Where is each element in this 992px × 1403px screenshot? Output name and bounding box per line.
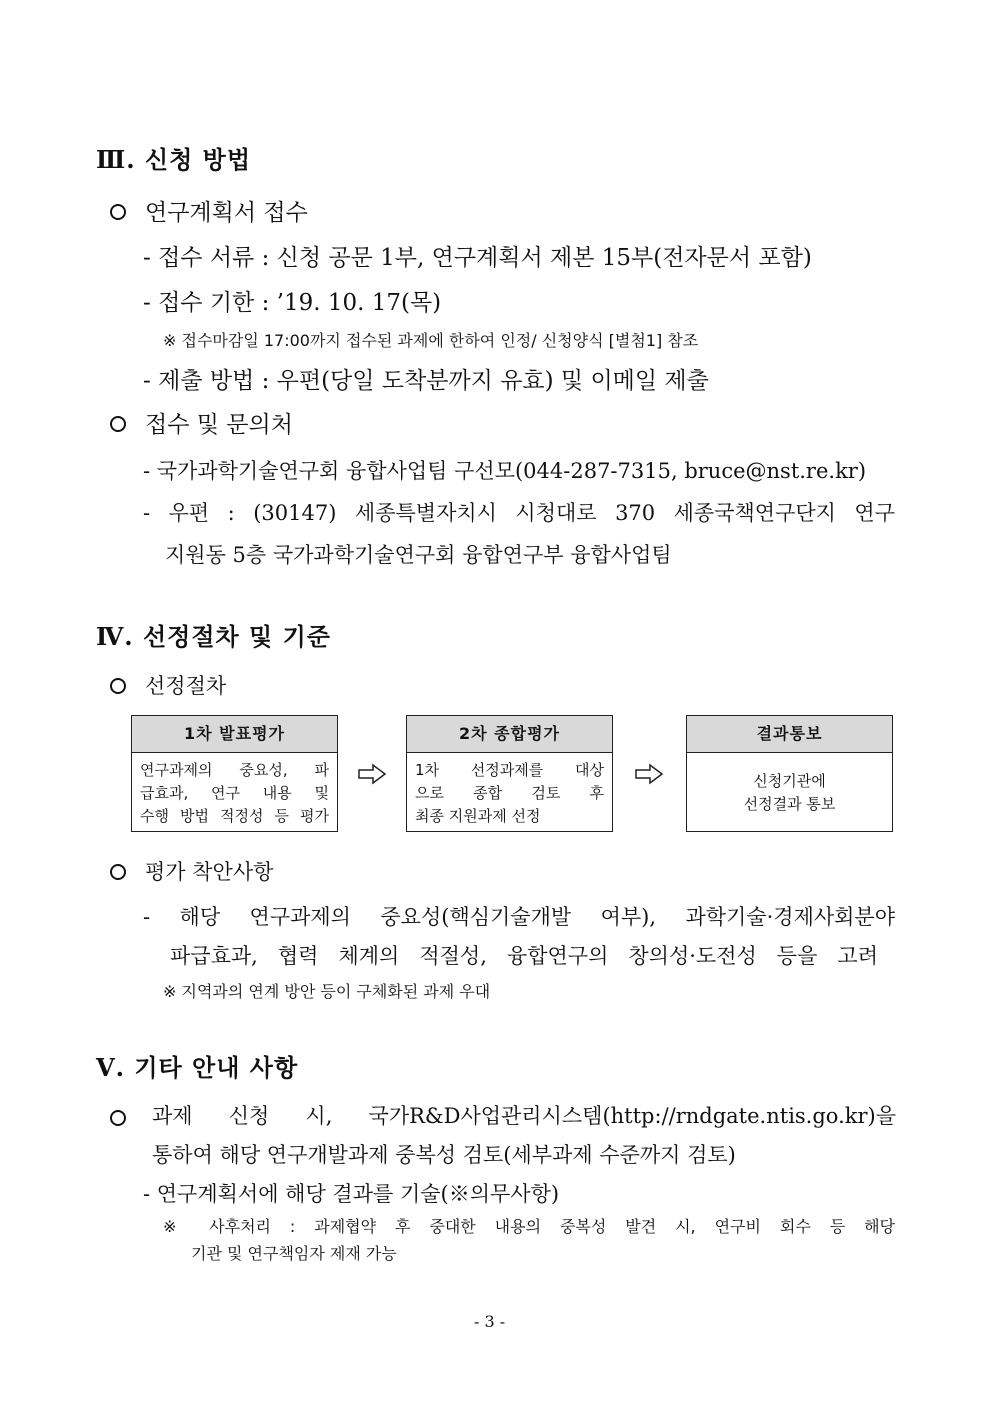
item-contact-label: 접수 및 문의처 [145,412,293,438]
step-3-line: 선정결과 통보 [743,795,836,813]
criteria-line-2: 파급효과, 협력 체계의 적절성, 융합연구의 창의성·도전성 등을 고려 [170,944,878,968]
section-5-title: Ⅴ. 기타 안내 사항 [96,1053,299,1082]
right-arrow-icon [357,763,387,785]
circle-bullet-icon [110,204,126,220]
criteria-note: ※ 지역과의 연계 방안 등이 구체화된 과제 우대 [163,982,491,1001]
notice-sub: - 연구계획서에 해당 결과를 기술(※의무사항) [143,1182,560,1206]
step-box-3 [686,715,893,832]
mail-address-line-2: 지원동 5층 국가과학기술연구회 융합연구부 융합사업팀 [165,543,672,567]
criteria-line-1: - 해당 연구과제의 중요성(핵심기술개발 여부), 과학기술·경제사회분야 [143,905,895,929]
step-1-line: 연구과제의 중요성, 파 [140,761,329,779]
step-box-1 [131,715,338,832]
criteria-label: 평가 착안사항 [145,860,274,884]
step-2-title: 2차 종합평가 [407,716,612,753]
contact-line: - 국가과학기술연구회 융합사업팀 구선모(044-287-7315, bruce@nst.re.kr) [143,459,867,483]
circle-bullet-icon [110,1110,126,1126]
step-2-line: 최종 지원과제 선정 [415,807,541,825]
notice-note-line-1: ※ 사후처리 : 과제협약 후 중대한 내용의 중복성 발견 시, 연구비 회수 등 해당 [163,1217,895,1236]
step-1-title: 1차 발표평가 [132,716,337,753]
item-receipt-label: 연구계획서 접수 [145,200,308,226]
circle-bullet-icon [110,864,126,880]
step-2-body [407,753,612,834]
step-1-body [132,753,337,834]
section-3-title: Ⅲ. 신청 방법 [96,145,252,174]
notice-line-1: 과제 신청 시, 국가R&D사업관리시스템(http://rndgate.ntis.go.kr)을 [152,1104,896,1128]
step-3-body [687,753,892,822]
receipt-note: ※ 접수마감일 17:00까지 접수된 과제에 한하여 인정/ 신청양식 [별첨1] 참조 [163,331,699,350]
circle-bullet-icon [110,678,126,694]
mail-address-line-1: - 우편 : (30147) 세종특별자치시 시청대로 370 세종국책연구단지 연구 [143,501,895,525]
step-3-title: 결과통보 [687,716,892,753]
receipt-docs: - 접수 서류 : 신청 공문 1부, 연구계획서 제본 15부(전자문서 포함) [143,245,812,271]
step-1-line: 급효과, 연구 내용 및 [140,784,329,802]
right-arrow-icon [634,763,664,785]
notice-line-2: 통하여 해당 연구개발과제 중복성 검토(세부과제 수준까지 검토) [152,1143,736,1167]
step-3-line: 신청기관에 [753,772,826,790]
circle-bullet-icon [110,416,126,432]
step-box-2 [406,715,613,832]
receipt-deadline: - 접수 기한 : ’19. 10. 17(목) [143,290,442,316]
step-2-line: 으로 종합 검토 후 [415,784,604,802]
notice-note-line-2: 기관 및 연구책임자 제재 가능 [191,1244,397,1263]
procedure-label: 선정절차 [145,674,227,698]
submission-method: - 제출 방법 : 우편(당일 도착분까지 유효) 및 이메일 제출 [143,368,709,394]
section-4-title: Ⅳ. 선정절차 및 기준 [96,622,331,651]
step-1-line: 수행 방법 적정성 등 평가 [140,807,329,825]
step-2-line: 1차 선정과제를 대상 [415,761,604,779]
page-number: - 3 - [474,1312,506,1331]
